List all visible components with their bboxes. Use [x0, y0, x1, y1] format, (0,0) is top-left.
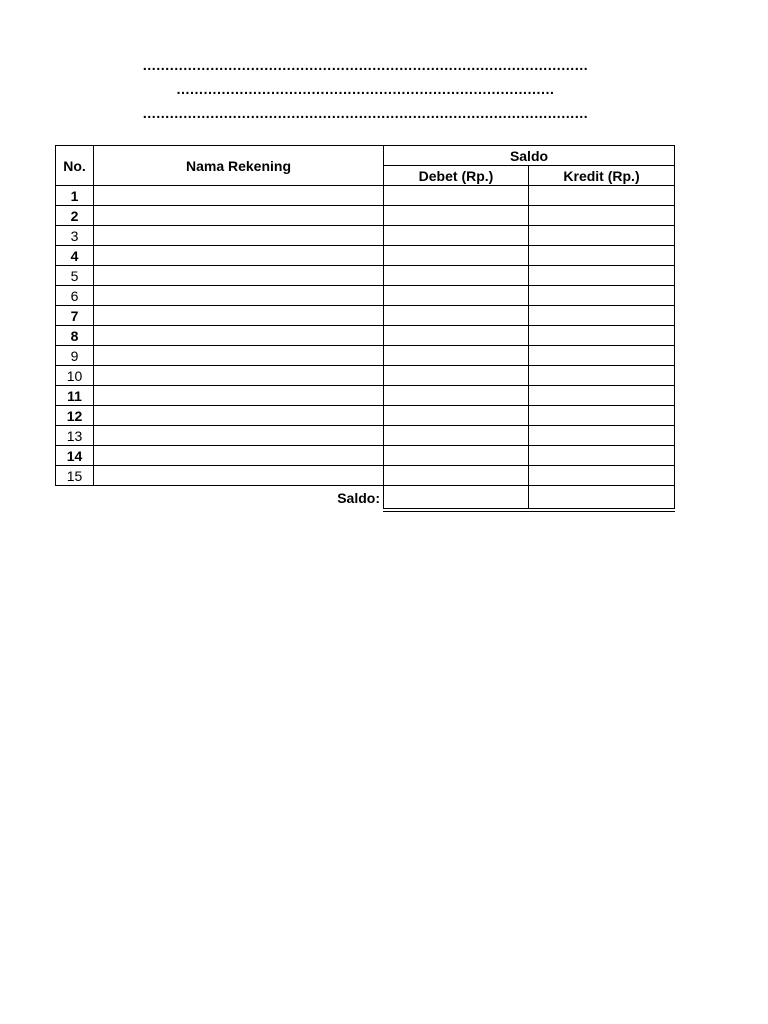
debet-cell[interactable]: [384, 466, 529, 486]
row-number: 6: [56, 286, 94, 306]
name-cell[interactable]: [94, 366, 384, 386]
row-number: 11: [56, 386, 94, 406]
kredit-cell[interactable]: [529, 366, 675, 386]
debet-cell[interactable]: [384, 326, 529, 346]
kredit-cell[interactable]: [529, 226, 675, 246]
column-header-saldo: Saldo: [384, 146, 675, 166]
kredit-cell[interactable]: [529, 206, 675, 226]
table-row: [56, 446, 675, 466]
kredit-cell[interactable]: [529, 186, 675, 206]
column-header-no: No.: [56, 146, 94, 186]
kredit-cell[interactable]: [529, 246, 675, 266]
table-row: [56, 286, 675, 306]
total-debet-cell[interactable]: [384, 486, 529, 510]
row-number: 9: [56, 346, 94, 366]
table-row: [56, 306, 675, 326]
total-row: [56, 486, 675, 510]
debet-cell[interactable]: [384, 206, 529, 226]
row-number: 13: [56, 426, 94, 446]
debet-cell[interactable]: [384, 426, 529, 446]
row-number: 14: [56, 446, 94, 466]
kredit-cell[interactable]: [529, 386, 675, 406]
row-number: 5: [56, 266, 94, 286]
kredit-cell[interactable]: [529, 466, 675, 486]
debet-cell[interactable]: [384, 226, 529, 246]
table-row: [56, 246, 675, 266]
kredit-cell[interactable]: [529, 326, 675, 346]
row-number: 8: [56, 326, 94, 346]
debet-cell[interactable]: [384, 246, 529, 266]
name-cell[interactable]: [94, 186, 384, 206]
debet-cell[interactable]: [384, 266, 529, 286]
table-row: [56, 266, 675, 286]
row-number: 15: [56, 466, 94, 486]
table-row: [56, 426, 675, 446]
table-row: [56, 186, 675, 206]
name-cell[interactable]: [94, 286, 384, 306]
total-label: Saldo:: [337, 489, 380, 506]
kredit-cell[interactable]: [529, 306, 675, 326]
table-row: [56, 226, 675, 246]
kredit-cell[interactable]: [529, 286, 675, 306]
name-cell[interactable]: [94, 426, 384, 446]
name-cell[interactable]: [94, 386, 384, 406]
table-row: [56, 346, 675, 366]
debet-cell[interactable]: [384, 406, 529, 426]
ledger-body: [56, 186, 675, 486]
header-line-3: ………………………………………………………………………………………: [142, 106, 588, 120]
kredit-cell[interactable]: [529, 346, 675, 366]
row-number: 7: [56, 306, 94, 326]
ledger-table: [55, 145, 675, 512]
table-row: [56, 326, 675, 346]
name-cell[interactable]: [94, 406, 384, 426]
debet-cell[interactable]: [384, 366, 529, 386]
table-row: [56, 466, 675, 486]
debet-cell[interactable]: [384, 446, 529, 466]
header-line-2: …………………………………………………………………………: [176, 82, 554, 96]
table-row: [56, 386, 675, 406]
table-row: [56, 206, 675, 226]
name-cell[interactable]: [94, 266, 384, 286]
table-row: [56, 366, 675, 386]
column-header-kredit: Kredit (Rp.): [529, 166, 675, 186]
name-cell[interactable]: [94, 346, 384, 366]
name-cell[interactable]: [94, 446, 384, 466]
row-number: 12: [56, 406, 94, 426]
name-cell[interactable]: [94, 246, 384, 266]
header-line-1: ………………………………………………………………………………………: [142, 58, 588, 72]
row-number: 3: [56, 226, 94, 246]
kredit-cell[interactable]: [529, 406, 675, 426]
debet-cell[interactable]: [384, 306, 529, 326]
name-cell[interactable]: [94, 206, 384, 226]
kredit-cell[interactable]: [529, 266, 675, 286]
row-number: 4: [56, 246, 94, 266]
row-number: 10: [56, 366, 94, 386]
row-number: 1: [56, 186, 94, 206]
debet-cell[interactable]: [384, 286, 529, 306]
column-header-debet: Debet (Rp.): [384, 166, 529, 186]
debet-cell[interactable]: [384, 386, 529, 406]
debet-cell[interactable]: [384, 186, 529, 206]
row-number: 2: [56, 206, 94, 226]
kredit-cell[interactable]: [529, 446, 675, 466]
name-cell[interactable]: [94, 326, 384, 346]
total-kredit-cell[interactable]: [529, 486, 675, 510]
name-cell[interactable]: [94, 306, 384, 326]
name-cell[interactable]: [94, 466, 384, 486]
column-header-nama-rekening: Nama Rekening: [94, 146, 384, 186]
table-row: [56, 406, 675, 426]
name-cell[interactable]: [94, 226, 384, 246]
debet-cell[interactable]: [384, 346, 529, 366]
kredit-cell[interactable]: [529, 426, 675, 446]
